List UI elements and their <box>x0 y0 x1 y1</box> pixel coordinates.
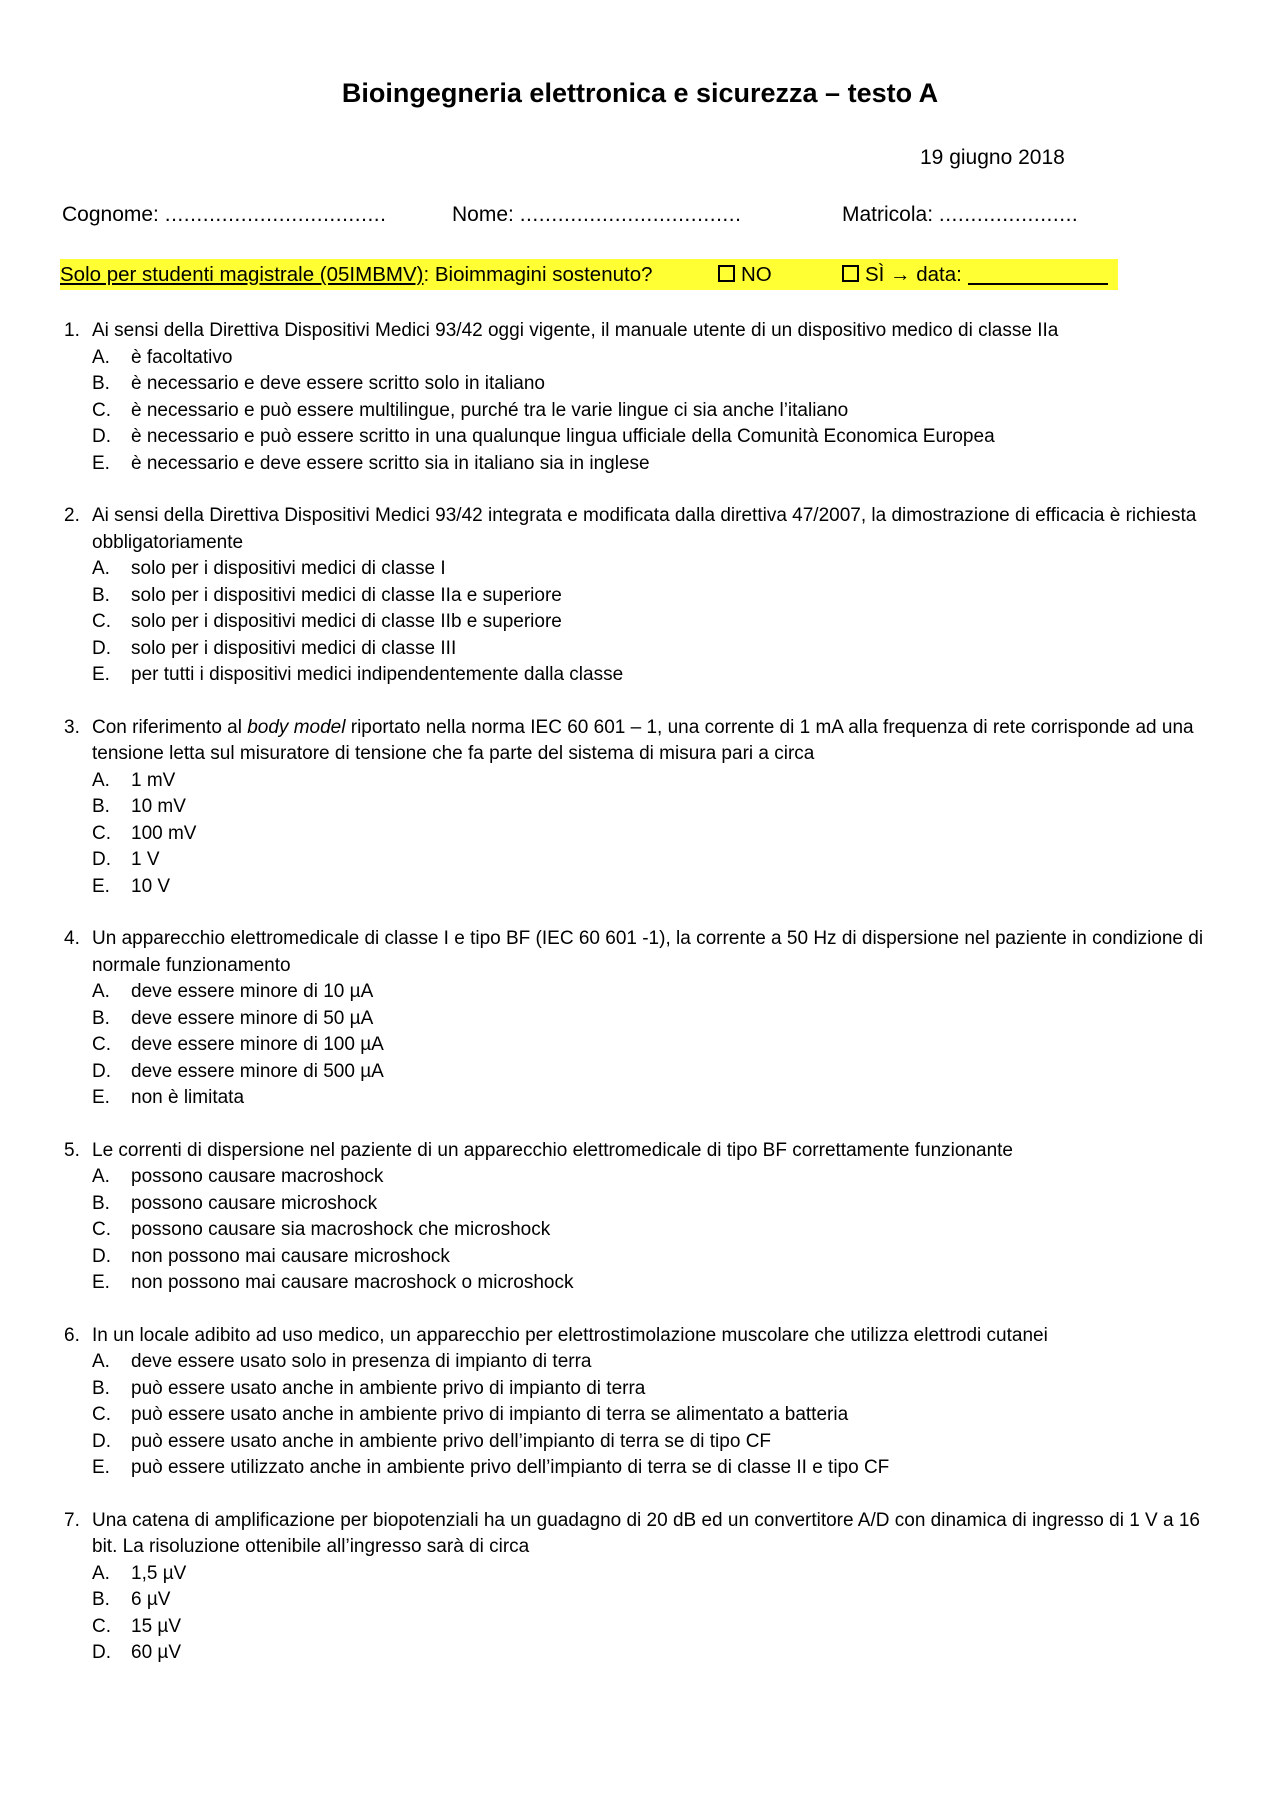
question-list <box>64 318 1230 1693</box>
answer-option[interactable] <box>92 583 1230 610</box>
checkbox-si-icon[interactable] <box>842 265 859 282</box>
option-text: solo per i dispositivi medici di classe IIb e superiore <box>131 611 562 632</box>
question-number: 2. <box>64 505 80 526</box>
option-text: 15 µV <box>131 1615 182 1637</box>
answer-options <box>92 1561 1230 1667</box>
question-2 <box>64 503 1230 689</box>
notice-underlined-text: Solo per studenti magistrale (05IMBMV) <box>60 263 424 286</box>
answer-options <box>92 979 1230 1112</box>
answer-option[interactable] <box>92 768 1230 795</box>
answer-option[interactable] <box>92 1244 1230 1271</box>
option-text: 60 µV <box>131 1642 182 1663</box>
option-si[interactable] <box>842 259 1108 290</box>
option-text: solo per i dispositivi medici di classe III <box>131 637 457 659</box>
answer-option[interactable] <box>92 1455 1230 1482</box>
option-letter: C. <box>92 1219 111 1240</box>
option-text: può essere usato anche in ambiente privo di impianto di terra se alimentato a batteria <box>131 1404 849 1425</box>
option-letter: E. <box>92 1457 110 1478</box>
option-letter: E. <box>92 1087 110 1108</box>
cognome-dots: ................................... <box>164 203 387 226</box>
answer-option[interactable] <box>92 398 1230 425</box>
answer-option[interactable] <box>92 609 1230 636</box>
option-text: 10 V <box>131 875 171 897</box>
question-4 <box>64 926 1230 1112</box>
question-5 <box>64 1138 1230 1297</box>
answer-option[interactable] <box>92 1614 1230 1641</box>
option-text: può essere usato anche in ambiente privo dell’impianto di terra se di tipo CF <box>131 1430 772 1452</box>
answer-option[interactable] <box>92 451 1230 478</box>
option-letter: C. <box>92 822 111 844</box>
magistrale-notice <box>60 259 1118 290</box>
option-letter: D. <box>92 1430 111 1452</box>
option-text: 6 µV <box>131 1589 171 1610</box>
option-si-label: SÌ → data: <box>865 263 962 286</box>
option-no-label: NO <box>741 263 772 286</box>
option-text: possono causare macroshock <box>131 1166 384 1187</box>
question-stem: Un apparecchio elettromedicale di classe I e tipo BF (IEC 60 601 -1), la corrente a 50 Hz di dispersione nel paziente in condizione di normale funzionamento <box>92 928 1204 976</box>
option-text: è facoltativo <box>131 346 233 368</box>
answer-option[interactable] <box>92 1270 1230 1297</box>
option-letter: D. <box>92 426 111 447</box>
option-text: è necessario e deve essere scritto sia in italiano sia in inglese <box>131 452 650 474</box>
question-number: 4. <box>64 928 80 949</box>
question-stem-part: riportato nella norma IEC 60 601 – 1, una corrente di 1 mA alla frequenza di rete corrisponde ad una tensione letta sul misuratore di tensione che fa parte del sistema di misura pari a circa <box>92 716 1194 764</box>
checkbox-no-icon[interactable] <box>718 265 735 282</box>
option-letter: A. <box>92 558 110 579</box>
option-letter: D. <box>92 1245 111 1267</box>
answer-option[interactable] <box>92 662 1230 689</box>
answer-option[interactable] <box>92 636 1230 663</box>
option-text: deve essere minore di 100 µA <box>131 1034 384 1055</box>
question-stem: Una catena di amplificazione per biopotenziali ha un guadagno di 20 dB ed un convertitore A/D con dinamica di ingresso di 1 V a 16 bit. La risoluzione ottenibile all’ingresso sarà di circa <box>92 1509 1200 1557</box>
option-letter: A. <box>92 346 110 368</box>
option-text: solo per i dispositivi medici di classe I <box>131 558 446 579</box>
option-text: possono causare sia macroshock che microshock <box>131 1219 551 1240</box>
option-letter: A. <box>92 1166 110 1187</box>
option-letter: E. <box>92 1272 110 1293</box>
answer-option[interactable] <box>92 556 1230 583</box>
question-1 <box>64 318 1230 477</box>
option-text: è necessario e può essere scritto in una qualunque lingua ufficiale della Comunità Economica Europea <box>131 426 995 447</box>
option-letter: B. <box>92 1192 110 1214</box>
question-stem: Ai sensi della Direttiva Dispositivi Medici 93/42 integrata e modificata dalla direttiva 47/2007, la dimostrazione di efficacia è richiesta obbligatoriamente <box>92 505 1197 553</box>
option-letter: B. <box>92 796 110 817</box>
option-text: per tutti i dispositivi medici indipendentemente dalla classe <box>131 664 624 685</box>
question-stem <box>92 715 1230 768</box>
question-number: 5. <box>64 1139 80 1161</box>
option-text: possono causare microshock <box>131 1192 378 1214</box>
option-letter: D. <box>92 1642 111 1663</box>
answer-option[interactable] <box>92 1059 1230 1086</box>
answer-option[interactable] <box>92 1376 1230 1403</box>
answer-option[interactable] <box>92 424 1230 451</box>
option-text: 1 mV <box>131 769 176 791</box>
question-number: 6. <box>64 1324 80 1346</box>
answer-option[interactable] <box>92 1164 1230 1191</box>
date-blank-line[interactable] <box>968 265 1108 285</box>
question-number: 3. <box>64 716 80 738</box>
answer-option[interactable] <box>92 1561 1230 1588</box>
answer-options <box>92 768 1230 901</box>
answer-option[interactable] <box>92 874 1230 901</box>
option-text: può essere usato anche in ambiente privo di impianto di terra <box>131 1377 646 1399</box>
matricola-label: Matricola: <box>842 203 934 226</box>
matricola-field[interactable] <box>842 203 1078 227</box>
answer-option[interactable] <box>92 1587 1230 1614</box>
option-letter: E. <box>92 664 110 685</box>
answer-option[interactable] <box>92 1006 1230 1033</box>
notice-rest-text: : Bioimmagini sostenuto? <box>423 263 653 286</box>
answer-option[interactable] <box>92 1349 1230 1376</box>
option-letter: E. <box>92 875 110 897</box>
answer-option[interactable] <box>92 1429 1230 1456</box>
option-letter: B. <box>92 584 110 606</box>
option-letter: C. <box>92 1034 111 1055</box>
page-title: Bioingegneria elettronica e sicurezza – testo A <box>341 78 939 108</box>
question-stem-italic: body model <box>247 716 346 738</box>
answer-option[interactable] <box>92 345 1230 372</box>
question-number: 1. <box>64 320 80 341</box>
option-text: può essere utilizzato anche in ambiente privo dell’impianto di terra se di classe II e tipo CF <box>131 1457 890 1478</box>
answer-option[interactable] <box>92 847 1230 874</box>
question-3 <box>64 715 1230 901</box>
answer-options <box>92 556 1230 689</box>
answer-option[interactable] <box>92 1640 1230 1667</box>
option-text: è necessario e può essere multilingue, purché tra le varie lingue ci sia anche l’italiano <box>131 399 849 421</box>
question-7 <box>64 1508 1230 1667</box>
question-stem-part: Con riferimento al <box>92 716 248 738</box>
option-text: non possono mai causare macroshock o microshock <box>131 1272 574 1293</box>
answer-option[interactable] <box>92 371 1230 398</box>
answer-option[interactable] <box>92 1191 1230 1218</box>
option-letter: D. <box>92 849 111 870</box>
answer-option[interactable] <box>92 794 1230 821</box>
option-text: deve essere minore di 50 µA <box>131 1007 374 1029</box>
answer-option[interactable] <box>92 1402 1230 1429</box>
option-text: 10 mV <box>131 796 186 817</box>
answer-option[interactable] <box>92 1217 1230 1244</box>
option-letter: D. <box>92 637 111 659</box>
answer-option[interactable] <box>92 1032 1230 1059</box>
question-stem: In un locale adibito ad uso medico, un apparecchio per elettrostimolazione muscolare che utilizza elettrodi cutanei <box>92 1324 1048 1346</box>
question-number: 7. <box>64 1509 80 1531</box>
option-text: deve essere usato solo in presenza di impianto di terra <box>131 1351 592 1372</box>
answer-options <box>92 345 1230 478</box>
nome-dots: ................................... <box>519 203 742 226</box>
option-letter: A. <box>92 1562 110 1584</box>
cognome-field[interactable] <box>62 203 386 227</box>
option-letter: C. <box>92 399 111 421</box>
option-letter: B. <box>92 1589 110 1610</box>
question-stem: Ai sensi della Direttiva Dispositivi Medici 93/42 oggi vigente, il manuale utente di un dispositivo medico di classe IIa <box>92 320 1059 341</box>
option-letter: A. <box>92 769 110 791</box>
option-letter: E. <box>92 452 110 474</box>
answer-option[interactable] <box>92 979 1230 1006</box>
option-text: deve essere minore di 500 µA <box>131 1060 384 1082</box>
exam-date: 19 giugno 2018 <box>920 146 1065 169</box>
option-text: 1,5 µV <box>131 1562 187 1584</box>
option-text: 1 V <box>131 849 160 870</box>
option-letter: B. <box>92 1377 110 1399</box>
option-text: deve essere minore di 10 µA <box>131 981 374 1002</box>
option-letter: D. <box>92 1060 111 1082</box>
matricola-dots: ...................... <box>938 203 1079 226</box>
answer-options <box>92 1349 1230 1482</box>
option-letter: A. <box>92 1351 110 1372</box>
option-text: è necessario e deve essere scritto solo in italiano <box>131 373 546 394</box>
answer-option[interactable] <box>92 821 1230 848</box>
option-text: solo per i dispositivi medici di classe IIa e superiore <box>131 584 562 606</box>
option-letter: B. <box>92 373 110 394</box>
question-stem: Le correnti di dispersione nel paziente di un apparecchio elettromedicale di tipo BF correttamente funzionante <box>92 1139 1013 1161</box>
option-text: 100 mV <box>131 822 197 844</box>
notice-question <box>60 259 653 290</box>
option-text: non è limitata <box>131 1087 245 1108</box>
cognome-label: Cognome: <box>62 203 159 226</box>
nome-field[interactable] <box>452 203 741 227</box>
option-letter: B. <box>92 1007 110 1029</box>
option-text: non possono mai causare microshock <box>131 1245 450 1267</box>
option-letter: C. <box>92 611 111 632</box>
option-letter: C. <box>92 1404 111 1425</box>
nome-label: Nome: <box>452 203 514 226</box>
question-6 <box>64 1323 1230 1482</box>
answer-option[interactable] <box>92 1085 1230 1112</box>
option-letter: A. <box>92 981 110 1002</box>
option-letter: C. <box>92 1615 111 1637</box>
option-no[interactable] <box>718 259 772 290</box>
answer-options <box>92 1164 1230 1297</box>
